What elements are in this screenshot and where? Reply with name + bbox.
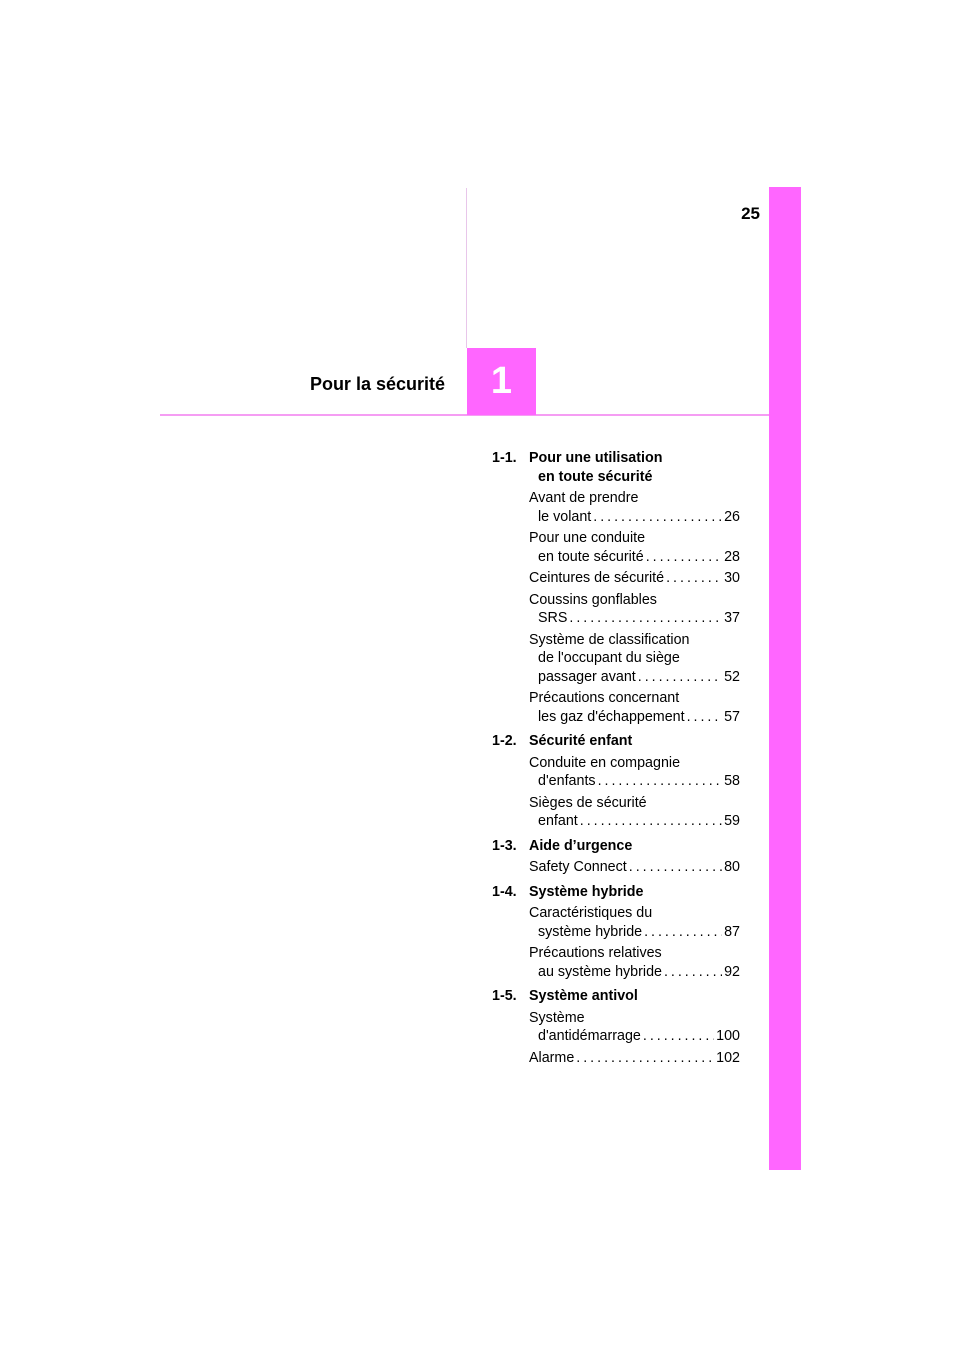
- entry-last-line: [529, 963, 740, 982]
- dot-leader: [664, 963, 722, 982]
- section-title: [529, 732, 740, 751]
- section-body: [529, 837, 740, 880]
- toc-entry[interactable]: [529, 1009, 740, 1046]
- toc-entry[interactable]: [529, 858, 740, 877]
- entry-last-line: [529, 812, 740, 831]
- entry-last-line: [529, 548, 740, 567]
- entry-page-number: 37: [724, 610, 740, 626]
- section-title-line: en toute sécurité: [538, 468, 653, 485]
- dot-leader: [593, 508, 722, 527]
- section-title: [529, 987, 740, 1006]
- entry-page-number: 59: [724, 813, 740, 829]
- section-body: [529, 987, 740, 1070]
- entry-last-line: [529, 668, 740, 687]
- dot-leader: [598, 772, 723, 791]
- entry-text-line: Ceintures de sécurité: [529, 570, 665, 586]
- section-body: [529, 732, 740, 834]
- entry-text-line: Alarme: [529, 1049, 575, 1066]
- toc-entry[interactable]: [529, 754, 740, 791]
- entry-last-line: [529, 858, 740, 877]
- toc-entry[interactable]: [529, 569, 740, 588]
- section-title-line: Système hybride: [529, 883, 644, 900]
- section-title-line: Pour une utilisation: [529, 450, 663, 466]
- entry-text-line: Système: [529, 1009, 585, 1026]
- section-title-line: Aide d’urgence: [529, 837, 633, 854]
- entry-page-number: 100: [716, 1028, 740, 1044]
- dot-leader: [629, 858, 722, 877]
- entry-page-number: 102: [716, 1049, 740, 1066]
- dot-leader: [638, 668, 722, 687]
- entry-last-line: [529, 609, 740, 628]
- entry-last-line: [529, 772, 740, 791]
- entry-last-line: [529, 508, 740, 527]
- toc-section: [492, 732, 740, 834]
- toc-section: [492, 837, 740, 880]
- entry-last-line: [529, 569, 740, 588]
- entry-page-number: 87: [724, 923, 740, 940]
- entry-page-number: 28: [724, 548, 740, 565]
- section-number: 1-4.: [492, 883, 517, 900]
- entry-page-number: 26: [724, 508, 740, 525]
- section-number: 1-3.: [492, 837, 517, 854]
- dot-leader: [687, 708, 723, 727]
- entry-page-number: 92: [724, 963, 740, 980]
- entry-page-number: 80: [724, 859, 740, 875]
- entry-page-number: 58: [724, 773, 740, 789]
- toc-entry[interactable]: [529, 944, 740, 981]
- entry-text-line: Caractéristiques du: [529, 905, 653, 921]
- chapter-number-box: 1: [467, 348, 536, 415]
- entry-text-line: Sièges de sécurité: [529, 794, 647, 811]
- entry-text-line: Safety Connect: [529, 859, 627, 875]
- horizontal-divider: [160, 414, 770, 416]
- entry-text-line: Précautions relatives: [529, 945, 662, 961]
- chapter-title: Pour la sécurité: [309, 374, 445, 394]
- toc-entry[interactable]: [529, 904, 740, 941]
- dot-leader: [644, 923, 722, 942]
- entry-text-line: de l'occupant du siège: [538, 650, 680, 666]
- vertical-divider: [466, 188, 467, 348]
- entry-text-line: d'enfants: [538, 773, 596, 789]
- section-title: [529, 449, 740, 486]
- entry-text-line: les gaz d'échappement: [538, 708, 685, 725]
- section-number: 1-2.: [492, 733, 517, 749]
- entry-page-number: 30: [724, 570, 740, 586]
- toc-entry[interactable]: [529, 591, 740, 628]
- toc-section: [492, 987, 740, 1070]
- entry-text-line: système hybride: [538, 923, 643, 940]
- entry-text-line: SRS: [538, 610, 568, 626]
- entry-text-line: Pour une conduite: [529, 530, 646, 546]
- entry-last-line: [529, 708, 740, 727]
- entry-text-line: Conduite en compagnie: [529, 754, 681, 771]
- entry-text-line: au système hybride: [538, 963, 662, 980]
- entry-text-line: Coussins gonflables: [529, 591, 657, 608]
- section-body: [529, 449, 740, 729]
- dot-leader: [666, 569, 722, 588]
- toc-entry[interactable]: [529, 794, 740, 831]
- dot-leader: [569, 609, 722, 628]
- entry-text-line: en toute sécurité: [538, 548, 644, 565]
- toc-section: [492, 449, 740, 729]
- dot-leader: [580, 812, 722, 831]
- toc-entry[interactable]: [529, 631, 740, 687]
- entry-last-line: [529, 1027, 740, 1046]
- entry-text-line: le volant: [538, 508, 592, 525]
- section-title: [529, 883, 740, 902]
- entry-text-line: Avant de prendre: [529, 490, 639, 506]
- entry-text-line: Précautions concernant: [529, 690, 680, 706]
- dot-leader: [576, 1049, 714, 1068]
- entry-text-line: d'antidémarrage: [538, 1028, 641, 1044]
- toc-entry[interactable]: [529, 1049, 740, 1068]
- section-title: [529, 837, 740, 856]
- section-title-line: Système antivol: [529, 988, 638, 1004]
- entry-page-number: 52: [724, 668, 740, 685]
- section-number: 1-1.: [492, 450, 517, 466]
- chapter-side-bar: [769, 187, 801, 1170]
- section-title-line: Sécurité enfant: [529, 733, 633, 749]
- table-of-contents: [492, 449, 740, 1073]
- entry-text-line: Système de classification: [529, 631, 690, 648]
- toc-entry[interactable]: [529, 529, 740, 566]
- toc-section: [492, 883, 740, 985]
- dot-leader: [643, 1027, 714, 1046]
- entry-page-number: 57: [724, 708, 740, 725]
- toc-entry[interactable]: [529, 489, 740, 526]
- entry-text-line: enfant: [538, 813, 578, 829]
- entry-last-line: [529, 1049, 740, 1068]
- toc-entry[interactable]: [529, 689, 740, 726]
- section-number: 1-5.: [492, 988, 517, 1004]
- page-number: 25: [741, 204, 760, 223]
- dot-leader: [646, 548, 722, 567]
- entry-text-line: passager avant: [538, 668, 636, 685]
- section-body: [529, 883, 740, 985]
- entry-last-line: [529, 923, 740, 942]
